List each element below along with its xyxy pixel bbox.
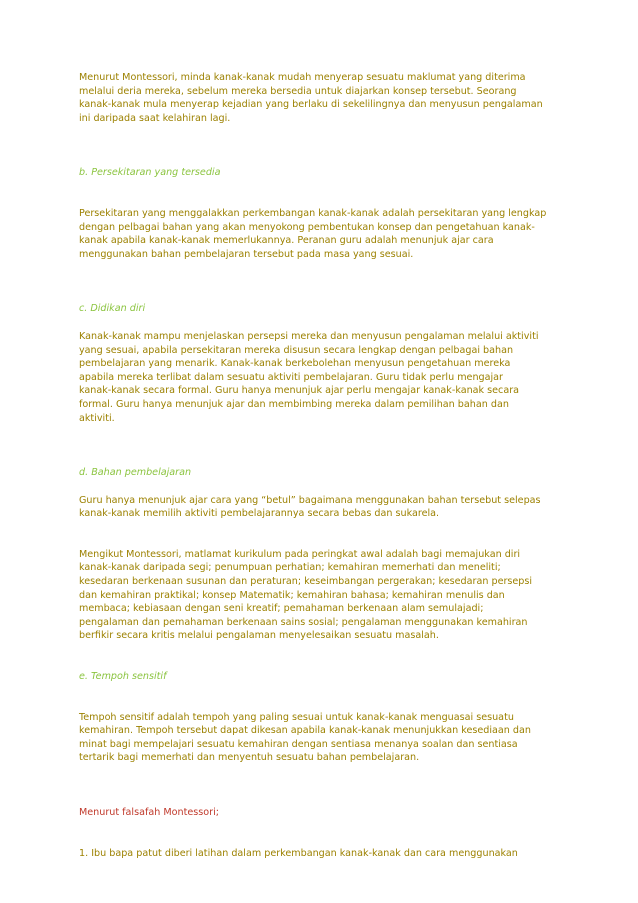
- section-e-line: tertarik bagi memerhati dan menyentuh sesuatu bahan pembelajaran.: [79, 752, 420, 764]
- section-b-line: Persekitaran yang menggalakkan perkembangan kanak-kanak adalah persekitaran yang lengkap: [79, 207, 547, 219]
- section-b-line: menggunakan bahan pembelajaran tersebut pada masa yang sesuai.: [79, 248, 414, 260]
- section-c-line: apabila mereka terlibat dalam sesuatu aktiviti pembelajaran. Guru tidak perlu mengajar: [79, 371, 503, 383]
- section-d-heading: d. Bahan pembelajaran: [79, 467, 192, 479]
- intro-line: ini daripada saat kelahiran lagi.: [79, 112, 231, 124]
- falsafah-heading: Menurut falsafah Montessori;: [79, 807, 219, 818]
- section-c-line: yang sesuai, apabila persekitaran mereka disusun secara lengkap dengan pelbagai bahan: [79, 344, 514, 356]
- section-c-line: kanak-kanak secara formal. Guru hanya menunjuk ajar perlu mengajar kanak-kanak secara: [79, 385, 520, 397]
- curriculum-paragraph: [79, 548, 564, 643]
- section-d-line: Guru hanya menunjuk ajar cara yang “betul” bagaimana menggunakan bahan tersebut selepas: [79, 494, 541, 506]
- curriculum-line: membaca; kebiasaan dengan seni kreatif; pemahaman berkenaan alam semulajadi;: [79, 603, 484, 615]
- curriculum-line: berfikir secara kritis melalui pengalaman menyelesaikan sesuatu masalah.: [79, 630, 439, 642]
- curriculum-line: kesedaran berkenaan susunan dan peraturan; keseimbangan pergerakan; kesedaran persepsi: [79, 576, 533, 588]
- section-b-heading: b. Persekitaran yang tersedia: [79, 167, 221, 179]
- section-c-heading: c. Didikan diri: [79, 303, 146, 315]
- intro-paragraph: [79, 71, 564, 125]
- section-e-heading: e. Tempoh sensitif: [79, 671, 167, 683]
- intro-line: melalui deria mereka, sebelum mereka bersedia untuk diajarkan konsep tersebut. Seorang: [79, 85, 517, 97]
- section-c-line: Kanak-kanak mampu menjelaskan persepsi mereka dan menyusun pengalaman melalui aktiviti: [79, 330, 539, 342]
- falsafah-item-1: 1. Ibu bapa patut diberi latihan dalam perkembangan kanak-kanak dan cara menggunakan: [79, 847, 518, 859]
- section-d-line: kanak-kanak memilih aktiviti pembelajarannya secara bebas dan sukarela.: [79, 508, 440, 520]
- section-c-line: aktiviti.: [79, 412, 115, 424]
- curriculum-line: dan kemahiran praktikal; konsep Matematik; kemahiran bahasa; kemahiran menulis dan: [79, 589, 505, 601]
- section-b-line: kanak apabila kanak-kanak memerlukannya. Peranan guru adalah menunjuk ajar cara: [79, 235, 494, 247]
- curriculum-line: Mengikut Montessori, matlamat kurikulum pada peringkat awal adalah bagi memajukan diri: [79, 548, 521, 560]
- section-b-paragraph: [79, 207, 564, 261]
- section-e-line: minat bagi mempelajari sesuatu kemahiran dengan sentiasa menanya soalan dan sentiasa: [79, 738, 518, 750]
- section-c-line: pembelajaran yang menarik. Kanak-kanak berkebolehan menyusun pengetahuan mereka: [79, 358, 511, 370]
- section-e-line: kemahiran. Tempoh tersebut dapat dikesan apabila kanak-kanak menunjukkan kesediaan dan: [79, 725, 531, 737]
- section-e-line: Tempoh sensitif adalah tempoh yang paling sesuai untuk kanak-kanak menguasai sesuatu: [79, 711, 514, 723]
- intro-line: Menurut Montessori, minda kanak-kanak mudah menyerap sesuatu maklumat yang diterima: [79, 72, 526, 83]
- section-b-line: dengan pelbagai bahan yang akan menyokong pembentukan konsep dan pengetahuan kanak-: [79, 221, 535, 233]
- section-c-paragraph: [79, 330, 564, 425]
- section-e-paragraph: [79, 711, 564, 765]
- curriculum-line: kanak-kanak daripada segi; penumpuan perhatian; kemahiran memerhati dan meneliti;: [79, 562, 501, 574]
- section-c-line: formal. Guru hanya menunjuk ajar dan membimbing mereka dalam pemilihan bahan dan: [79, 398, 509, 410]
- curriculum-line: pengalaman dan pemahaman berkenaan sains sosial; pengalaman menggunakan kemahiran: [79, 616, 528, 628]
- section-d-paragraph: [79, 494, 564, 521]
- document-content: [79, 71, 564, 860]
- intro-line: kanak-kanak mula menyerap kejadian yang berlaku di sekelilingnya dan menyusun pengalaman: [79, 99, 543, 111]
